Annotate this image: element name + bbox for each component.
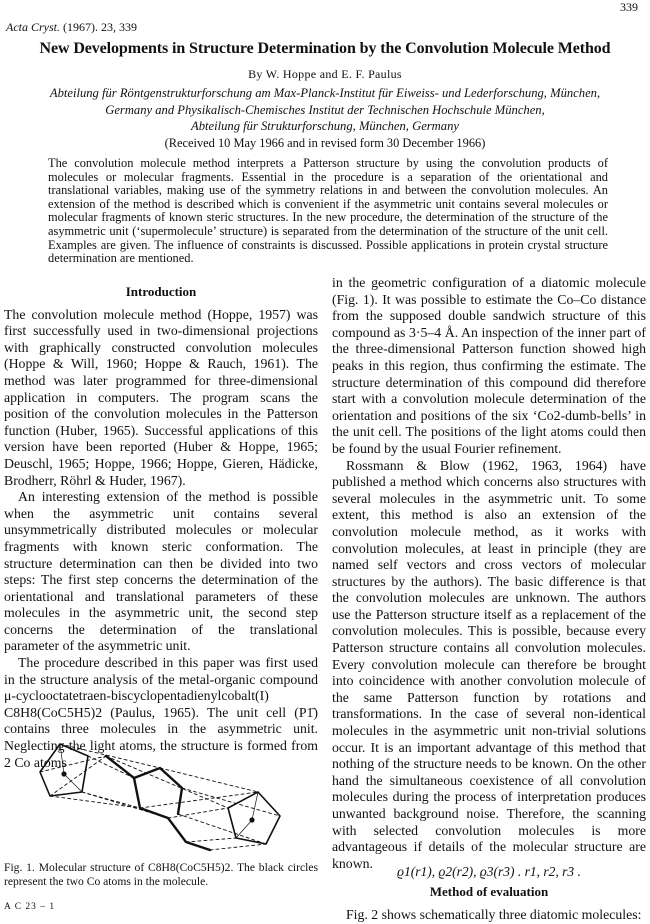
figure-1-molecular-structure	[10, 732, 310, 857]
paragraph: Fig. 2 shows schematically three diatomic molecules:	[346, 906, 642, 922]
paragraph: The convolution molecule method (Hoppe, 1957) was first successfully used in two-dimensional projections with graphically constructed convolution molecules (Hoppe & Will, 1960; Hoppe & Rauch, 1961). The method was later programmed for three-dimensional application in computers. The program scans the position of the convolution molecules in the Patterson function (Huber, 1965). Successful applications of this version have been reported (Huber & Hoppe, 1965; Deuschl, 1965; Hoppe, 1966; Hoppe, Gieren, Hädicke, Brodherr, Röhrl & Huder, 1967).	[4, 306, 318, 488]
paragraph: An interesting extension of the method is possible when the asymmetric unit contains several unsymmetrically distributed molecules or molecular fragments with known steric conformation. The structure determination can then be divided into two steps: The first step concerns the determination of the orientational and translational parameters of these molecules in the asymmetric unit, the second step concerns the determination of the translational parameter of the asymmetric unit.	[4, 489, 318, 654]
abstract: The convolution molecule method interprets a Patterson structure by using the convolution products of molecules or molecular fragments. Essential in the procedure is a separation of the orientational and translational variables, making use of the symmetry relations in and between the convolution molecules. An extension of the method is described which is convenient if the asymmetric unit contains several molecules or molecular fragments of known steric structures. In the new procedure, the determination of the structure of the asymmetric unit (‘supermolecule’ structure) is separated from the determination of the structure of the unit cell. Examples are given. The influence of constraints is discussed. Possible applications in protein crystal structure determination are mentioned.	[48, 156, 608, 266]
affiliation-line: Abteilung für Strukturforschung, München, Germany	[191, 119, 459, 133]
affiliation	[10, 85, 640, 135]
article-title: New Developments in Structure Determination by the Convolution Molecule Method	[39, 40, 611, 57]
cyclopentadienyl-ring-right	[228, 792, 280, 844]
affiliation-line: Abteilung für Röntgenstrukturforschung am Max-Planck-Institut für Eiweiss- und Lederforschung, München,	[49, 86, 601, 100]
page-number: 339	[620, 0, 638, 14]
page-footer-code: A C 23 – 1	[4, 902, 56, 912]
journal-volume: (1967). 23, 339	[63, 20, 137, 34]
formula: ϱ1(r1), ϱ2(r2), ϱ3(r3) . r1, r2, r3 .	[397, 864, 581, 879]
cobalt-atom	[61, 771, 66, 776]
authors: By W. Hoppe and E. F. Paulus	[248, 67, 402, 81]
figure-1-caption: Fig. 1. Molecular structure of C8H8(CoC5H5)2. The black circles represent the two Co atoms in the molecule.	[4, 861, 318, 888]
paragraph: The procedure described in this paper was first used in the structure analysis of the metal-organic compound μ-cyclooctatetraen-biscyclopentadienylcobalt(I) C8H8(CoC5H5)2 (Paulus, 1965). The unit cell (P1̄) contains three molecules in the asymmetric unit. Neglecting the light atoms, the structure is formed from 2 Co atoms	[4, 655, 318, 770]
paragraph: in the geometric configuration of a diatomic molecule (Fig. 1). It was possible to estimate the Co–Co distance from the supposed double sandwich structure of this compound as 3·5–4 Å. An inspection of the inner part of the three-dimensional Patterson function showed high peaks in this region, thus confirming the estimate. The structure determination of this compound did therefore start with a convolution molecule determination of the orientation and positions of the six ‘Co2-dumb-bells’ in the unit cell. The positions of the light atoms could then be found by the usual Fourier refinement.	[332, 275, 646, 456]
section-heading-introduction: Introduction	[125, 284, 197, 299]
journal-name: Acta Cryst.	[6, 20, 60, 34]
received-date: (Received 10 May 1966 and in revised form 30 December 1966)	[164, 136, 486, 150]
cyclooctatetraene-ring	[106, 756, 210, 850]
cobalt-atom	[249, 817, 254, 822]
right-column	[332, 275, 646, 924]
paragraph: Rossmann & Blow (1962, 1963, 1964) have published a method which concerns also structures with several molecules in the asymmetric unit. To some extent, this method is also an extension of the convolution molecule method, as it works with convolution molecules, at least in principle (they are named self vectors and cross vectors of molecular structures by the authors). The basic difference is that the convolution molecules are unknown. The authors use the Patterson structure itself as a replacement of the convolution molecules. This is possible, because every Patterson structure contains all convolution molecules. Every convolution molecule can therefore be brought into coincidence with another convolution molecule of the same Patterson function by rotations and transformations. In the case of several non-identical molecules in the asymmetric unit non-trivial solutions occur. It is an important advantage of this method that nothing of the structure needs to be known. On the other hand the simultaneous coexistence of all convolution molecules during the process of interpretation produces unwanted background noise. Therefore, the scanning with selected convolution molecules is more advantageous if details of the molecular structure are known.	[332, 457, 646, 871]
affiliation-line: Germany and Physikalisch-Chemisches Institut der Technischen Hochschule München,	[105, 102, 545, 117]
left-column	[4, 284, 318, 771]
section-heading-method: Method of evaluation	[429, 884, 549, 900]
journal-reference	[6, 20, 137, 35]
